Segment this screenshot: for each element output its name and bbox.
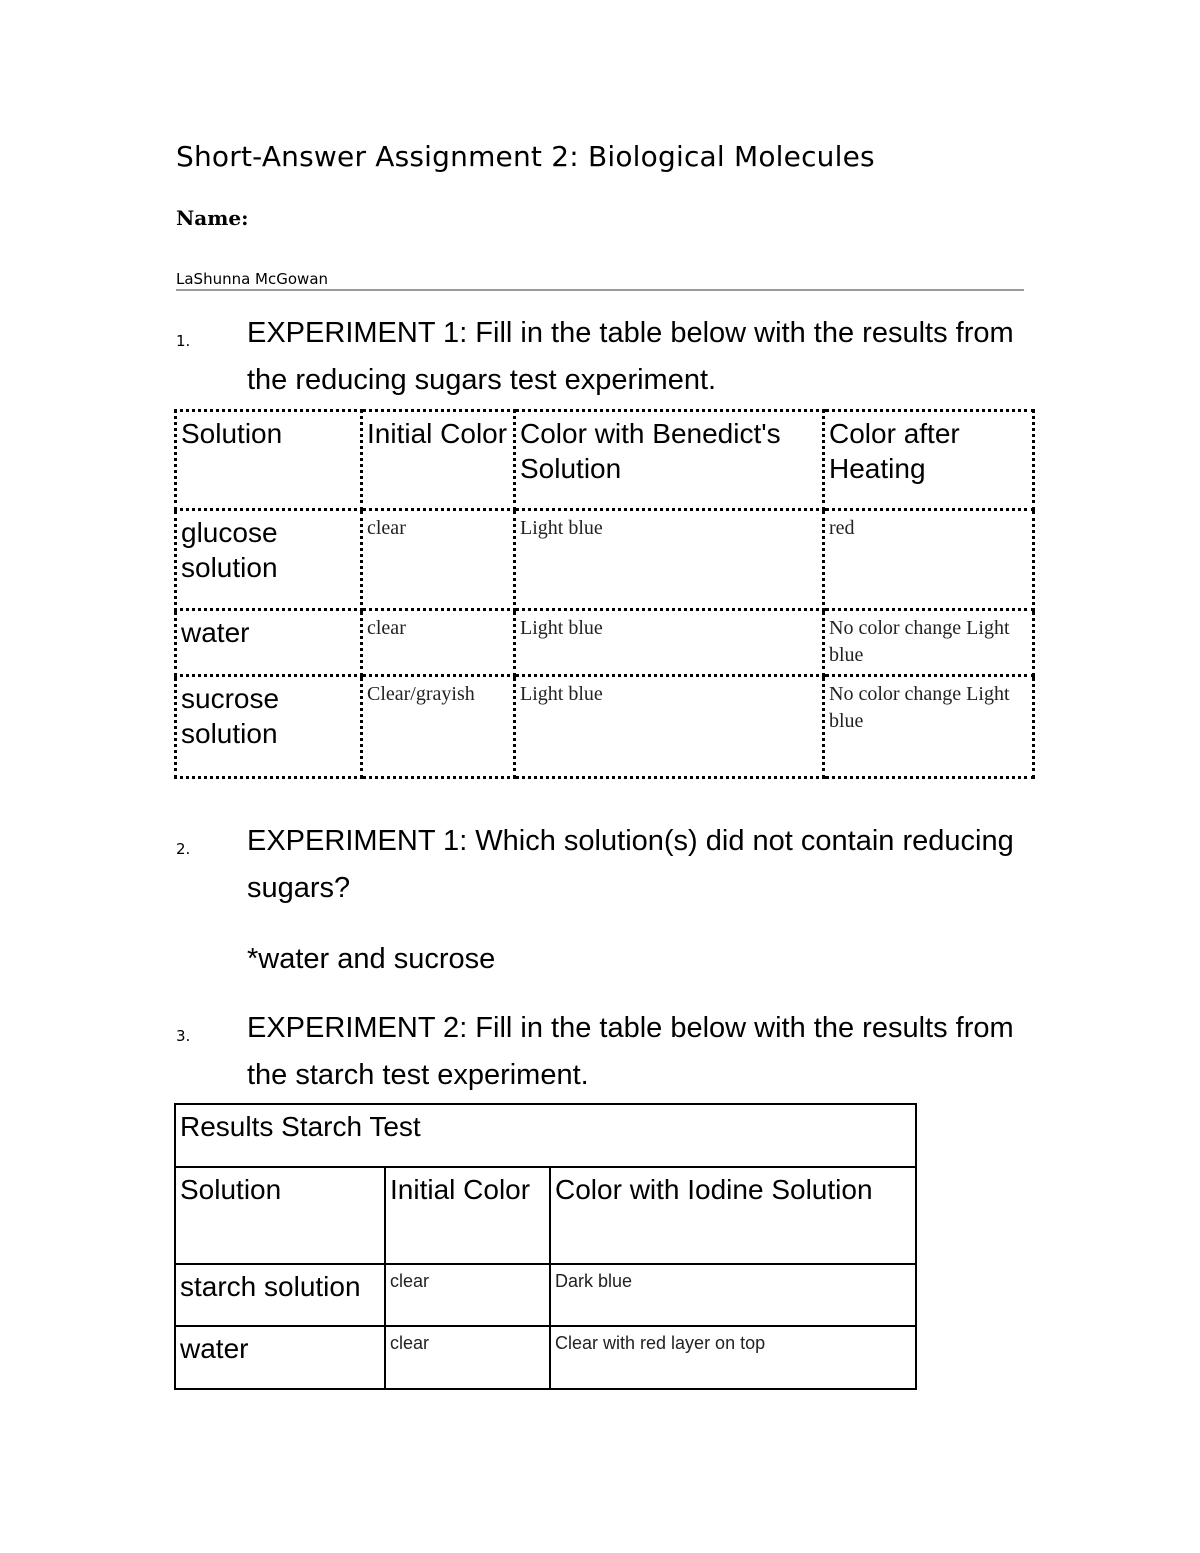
table-row xyxy=(176,610,1034,676)
name-underline xyxy=(176,289,1024,291)
question-3-text: EXPERIMENT 2: Fill in the table below with the results from the starch test experiment. xyxy=(247,1012,1014,1091)
solution-cell: sucrose solution xyxy=(176,676,362,778)
question-1 xyxy=(176,310,1024,404)
question-3 xyxy=(176,1005,1024,1099)
initial-color-cell: Clear/grayish xyxy=(362,676,515,778)
header-initial-color: Initial Color xyxy=(385,1167,550,1264)
header-color-after-heating: Color after Heating xyxy=(824,411,1034,510)
iodine-color-cell: Clear with red layer on top xyxy=(550,1326,916,1389)
header-color-with-iodine: Color with Iodine Solution xyxy=(550,1167,916,1264)
question-1-text: EXPERIMENT 1: Fill in the table below with the results from the reducing sugars test experiment. xyxy=(247,317,1014,396)
header-solution: Solution xyxy=(176,411,362,510)
heated-color-cell: red xyxy=(824,510,1034,610)
document-title: Short-Answer Assignment 2: Biological Molecules xyxy=(176,140,875,173)
table-header-row xyxy=(176,411,1034,510)
heated-color-cell: No color change Light blue xyxy=(824,676,1034,778)
table-row xyxy=(175,1264,916,1326)
table-header-row xyxy=(175,1167,916,1264)
question-2 xyxy=(176,818,1024,912)
initial-color-cell: clear xyxy=(385,1326,550,1389)
question-1-number: 1. xyxy=(176,332,191,350)
table-row xyxy=(176,510,1034,610)
name-value: LaShunna McGowan xyxy=(176,270,329,288)
name-label: Name: xyxy=(176,206,249,230)
header-color-with-benedicts: Color with Benedict's Solution xyxy=(515,411,824,510)
solution-cell: water xyxy=(176,610,362,676)
table-caption: Results Starch Test xyxy=(175,1104,916,1167)
solution-cell: water xyxy=(175,1326,385,1389)
question-2-text: EXPERIMENT 1: Which solution(s) did not contain reducing sugars? xyxy=(247,825,1014,904)
iodine-color-cell: Dark blue xyxy=(550,1264,916,1326)
initial-color-cell: clear xyxy=(385,1264,550,1326)
question-2-number: 2. xyxy=(176,840,191,858)
table-caption-row xyxy=(175,1104,916,1167)
initial-color-cell: clear xyxy=(362,510,515,610)
solution-cell: starch solution xyxy=(175,1264,385,1326)
reducing-sugars-table xyxy=(174,409,1035,779)
benedicts-color-cell: Light blue xyxy=(515,610,824,676)
question-2-answer: *water and sucrose xyxy=(247,943,496,975)
question-3-number: 3. xyxy=(176,1027,191,1045)
heated-color-cell: No color change Light blue xyxy=(824,610,1034,676)
initial-color-cell: clear xyxy=(362,610,515,676)
starch-test-table xyxy=(174,1103,917,1390)
table-row xyxy=(176,676,1034,778)
header-solution: Solution xyxy=(175,1167,385,1264)
benedicts-color-cell: Light blue xyxy=(515,510,824,610)
header-initial-color: Initial Color xyxy=(362,411,515,510)
solution-cell: glucose solution xyxy=(176,510,362,610)
benedicts-color-cell: Light blue xyxy=(515,676,824,778)
table-row xyxy=(175,1326,916,1389)
